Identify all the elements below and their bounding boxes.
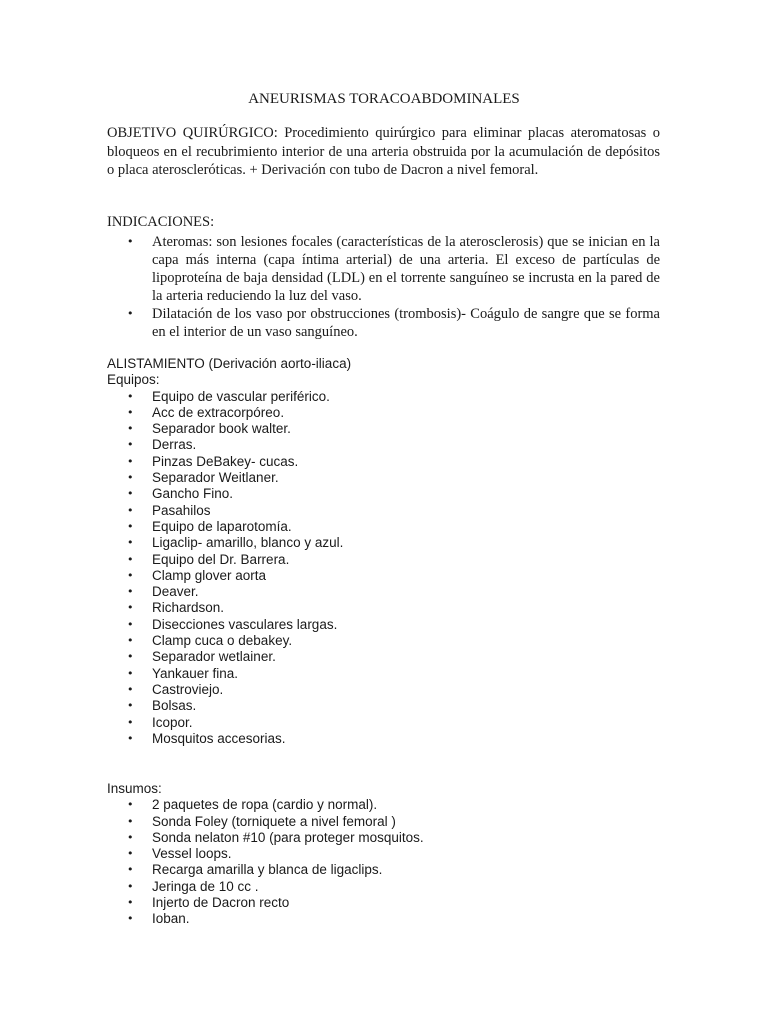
- list-item: [107, 584, 667, 600]
- bullet-icon: •: [127, 896, 134, 910]
- list-item: [107, 666, 667, 682]
- list-item: [107, 454, 667, 470]
- bullet-icon: •: [127, 235, 134, 248]
- list-item: [107, 600, 667, 616]
- equipos-heading: Equipos:: [107, 372, 160, 388]
- bullet-icon: •: [127, 879, 134, 893]
- list-item-text: Equipo de laparotomía.: [152, 518, 292, 534]
- list-item-text: Acc de extracorpóreo.: [152, 404, 285, 420]
- bullet-icon: •: [127, 814, 134, 828]
- bullet-icon: •: [127, 666, 134, 680]
- indicaciones-heading: INDICACIONES:: [107, 214, 215, 230]
- list-item-text: Deaver.: [152, 584, 199, 600]
- list-item: [107, 846, 667, 862]
- list-item: [107, 911, 667, 927]
- objective-paragraph: [107, 124, 660, 180]
- list-item-text: Sonda Foley (torniquete a nivel femoral ): [152, 813, 396, 829]
- alistamiento-heading: ALISTAMIENTO (Derivación aorto-iliaca): [107, 356, 352, 371]
- list-item-text: Clamp cuca o debakey.: [152, 633, 293, 649]
- alistamiento-section: [107, 356, 667, 747]
- bullet-icon: •: [127, 307, 134, 320]
- bullet-icon: •: [127, 536, 134, 550]
- insumos-heading: Insumos:: [107, 781, 162, 796]
- bullet-icon: •: [127, 617, 134, 631]
- list-item: [107, 421, 667, 437]
- list-item: [107, 830, 667, 846]
- list-item-text: Icopor.: [152, 714, 193, 730]
- list-item: [107, 519, 667, 535]
- bullet-icon: •: [127, 634, 134, 648]
- bullet-icon: •: [127, 389, 134, 403]
- list-item-text: Ligaclip- amarillo, blanco y azul.: [152, 535, 344, 551]
- list-item-text: Sonda nelaton #10 (para proteger mosquitos.: [152, 829, 424, 845]
- bullet-icon: •: [127, 519, 134, 533]
- list-item-text: Disecciones vasculares largas.: [152, 616, 338, 632]
- list-item-text: Pasahilos: [152, 502, 211, 518]
- list-item-text: Pinzas DeBakey- cucas.: [152, 453, 299, 469]
- bullet-icon: •: [127, 471, 134, 485]
- list-item: [107, 698, 667, 714]
- bullet-icon: •: [127, 405, 134, 419]
- bullet-icon: •: [127, 699, 134, 713]
- list-item-text: Ateromas: son lesiones focales (características de la aterosclerosis) que se inician en la capa más interna (capa íntima arterial) de una arteria. El exceso de partículas de lipoproteína de baja densidad (LDL) en el torrente sanguíneo se incrusta en la pared de la arteria reduciendo la luz del vaso.: [152, 234, 660, 304]
- list-item-text: Gancho Fino.: [152, 486, 234, 502]
- bullet-icon: •: [127, 568, 134, 582]
- list-item-text: Clamp glover aorta: [152, 567, 267, 583]
- bullet-icon: •: [127, 912, 134, 926]
- objective-label: OBJETIVO QUIRÚRGICO:: [107, 125, 278, 141]
- list-item: [107, 535, 667, 551]
- bullet-icon: •: [127, 682, 134, 696]
- bullet-icon: •: [127, 798, 134, 812]
- list-item: [107, 552, 667, 568]
- list-item: [107, 389, 667, 405]
- objective-text: Procedimiento quirúrgico para eliminar placas ateromatosas o bloqueos en el recubrimiento interior de una arteria obstruida por la acumulación de depósitos o placa ateroscleróticas. + Derivación con tubo de Dacron a nivel femoral.: [107, 125, 660, 178]
- list-item: [107, 503, 667, 519]
- bullet-icon: •: [127, 422, 134, 436]
- bullet-icon: •: [127, 552, 134, 566]
- list-item: [107, 486, 667, 502]
- bullet-icon: •: [127, 438, 134, 452]
- list-item-text: Separador book walter.: [152, 421, 291, 437]
- list-item-text: Separador Weitlaner.: [152, 470, 279, 486]
- list-item: [107, 633, 667, 649]
- list-item-text: Castroviejo.: [152, 681, 224, 697]
- list-item-text: Yankauer fina.: [152, 665, 239, 681]
- list-item: [107, 814, 667, 830]
- bullet-icon: •: [127, 454, 134, 468]
- list-item-text: Derras.: [152, 437, 197, 453]
- list-item-text: Injerto de Dacron recto: [152, 895, 290, 911]
- bullet-icon: •: [127, 650, 134, 664]
- list-item: [107, 617, 667, 633]
- list-item: [107, 437, 667, 453]
- list-item: [107, 895, 667, 911]
- list-item: [107, 568, 667, 584]
- list-item: [107, 879, 667, 895]
- list-item: [107, 233, 660, 305]
- list-item-text: Mosquitos accesorias.: [152, 730, 286, 746]
- list-item: [107, 862, 667, 878]
- bullet-icon: •: [127, 715, 134, 729]
- list-item: [107, 649, 667, 665]
- list-item-text: Richardson.: [152, 600, 225, 616]
- list-item: [107, 305, 660, 341]
- list-item-text: Recarga amarilla y blanca de ligaclips.: [152, 862, 383, 878]
- list-item-text: Dilatación de los vaso por obstrucciones (trombosis)- Coágulo de sangre que se forma en el interior de un vaso sanguíneo.: [152, 306, 660, 340]
- list-item-text: 2 paquetes de ropa (cardio y normal).: [152, 797, 378, 813]
- list-item: [107, 405, 667, 421]
- bullet-icon: •: [127, 830, 134, 844]
- insumos-list: [107, 797, 667, 927]
- bullet-icon: •: [127, 847, 134, 861]
- list-item-text: Vessel loops.: [152, 846, 232, 862]
- document-title: ANEURISMAS TORACOABDOMINALES: [248, 91, 520, 107]
- list-item-text: Bolsas.: [152, 698, 197, 714]
- bullet-icon: •: [127, 731, 134, 745]
- bullet-icon: •: [127, 503, 134, 517]
- list-item-text: Jeringa de 10 cc .: [152, 878, 259, 894]
- insumos-section: [107, 781, 667, 928]
- list-item: [107, 731, 667, 747]
- list-item: [107, 470, 667, 486]
- list-item-text: Equipo de vascular periférico.: [152, 388, 330, 404]
- list-item-text: Ioban.: [152, 911, 190, 927]
- list-item: [107, 682, 667, 698]
- equipos-list: [107, 389, 667, 748]
- list-item: [107, 797, 667, 813]
- list-item-text: Equipo del Dr. Barrera.: [152, 551, 290, 567]
- bullet-icon: •: [127, 585, 134, 599]
- list-item-text: Separador wetlainer.: [152, 649, 276, 665]
- bullet-icon: •: [127, 601, 134, 615]
- indicaciones-list: [107, 233, 660, 341]
- list-item: [107, 715, 667, 731]
- bullet-icon: •: [127, 487, 134, 501]
- bullet-icon: •: [127, 863, 134, 877]
